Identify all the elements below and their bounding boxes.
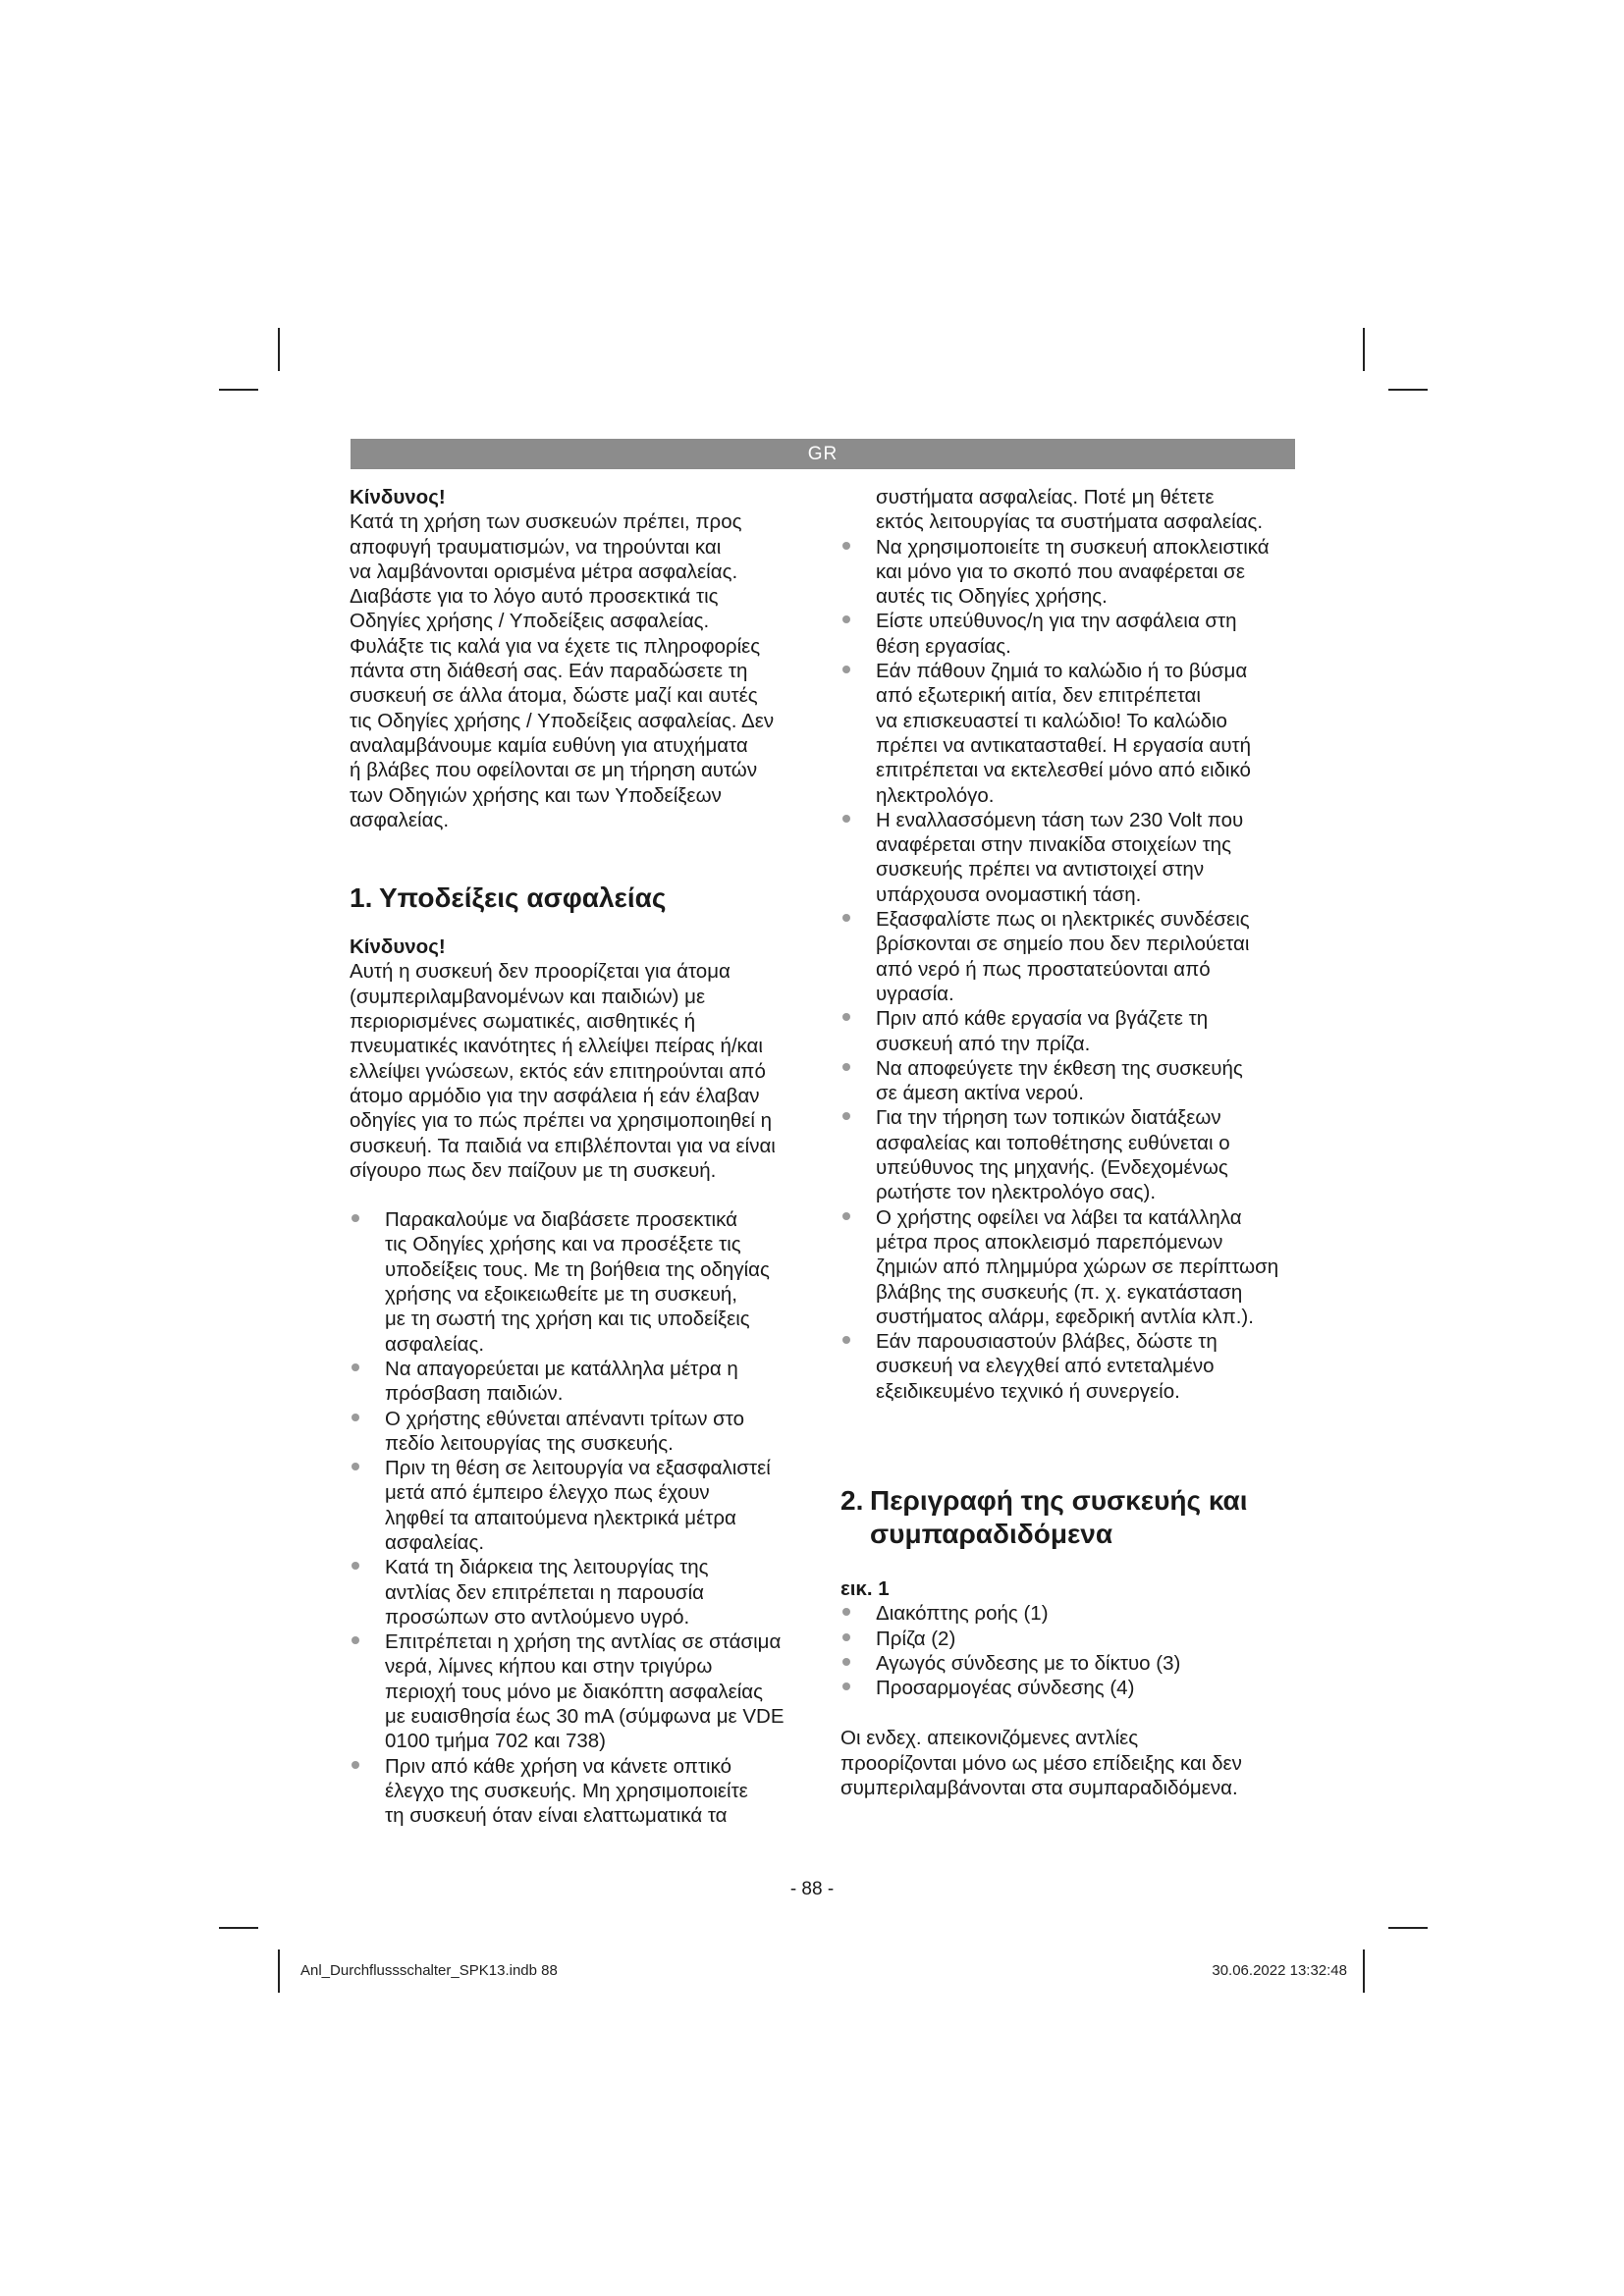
intro-line: ασφαλείας. bbox=[350, 808, 450, 831]
intro-line: Φυλάξτε τις καλά για να έχετε τις πληροφορίες bbox=[350, 634, 761, 658]
list-item-line: τις Οδηγίες χρήσης και να προσέξετε τις bbox=[385, 1233, 741, 1256]
list-item-line: περιοχή τους μόνο με διακόπτη ασφαλείας bbox=[385, 1680, 763, 1703]
list-item bbox=[350, 1207, 811, 1357]
list-item-line: Αγωγός σύνδεσης με το δίκτυο (3) bbox=[876, 1651, 1181, 1675]
list-item-line: επιτρέπεται να εκτελεσθεί μόνο από ειδικό bbox=[876, 759, 1251, 782]
list-item-line: προσώπων στο αντλούμενο υγρό. bbox=[385, 1605, 690, 1629]
print-timestamp: 30.06.2022 13:32:48 bbox=[1212, 1962, 1347, 1979]
section-2-title-line-1: Περιγραφή της συσκευής και bbox=[870, 1484, 1248, 1516]
list-item bbox=[350, 1629, 811, 1753]
bullet-dot-icon bbox=[352, 1761, 359, 1769]
bullet-dot-icon bbox=[842, 1013, 850, 1021]
list-item-line: και μόνο για το σκοπό που αναφέρεται σε bbox=[876, 560, 1245, 583]
list-item-line: σε άμεση ακτίνα νερού. bbox=[876, 1082, 1084, 1105]
list-item-line: Η εναλλασσόμενη τάση των 230 Volt που bbox=[876, 808, 1244, 831]
danger-line: Αυτή η συσκευή δεν προορίζεται για άτομα bbox=[350, 960, 731, 984]
intro-line: τις Οδηγίες χρήσης / Υποδείξεις ασφαλείας. Δεν bbox=[350, 709, 775, 732]
intro-line: Διαβάστε για το λόγο αυτό προσεκτικά τις bbox=[350, 585, 719, 609]
bullet-dot-icon bbox=[842, 1063, 850, 1071]
intro-paragraph bbox=[350, 509, 811, 832]
bullet-dot-icon bbox=[842, 1608, 850, 1616]
list-item-line: ασφαλείας. bbox=[385, 1332, 485, 1356]
danger-line: σίγουρο πως δεν παίζουν με τη συσκευή. bbox=[350, 1158, 717, 1182]
list-item bbox=[350, 1407, 811, 1457]
bullet-dot-icon bbox=[842, 1658, 850, 1666]
bullet-dot-icon bbox=[842, 1112, 850, 1120]
list-item-line: υπεύθυνος της μηχανής. (Ενδεχομένως bbox=[876, 1156, 1228, 1180]
list-item-line: συσκευή να ελεγχθεί από εντεταλμένο bbox=[876, 1355, 1215, 1378]
danger-line: οδηγίες για το πώς πρέπει να χρησιμοποιηθεί η bbox=[350, 1109, 773, 1133]
list-item bbox=[840, 609, 1294, 659]
list-item-line: βλάβης της συσκευής (π. χ. εγκατάσταση bbox=[876, 1280, 1243, 1304]
list-item-line: Κατά τη διάρκεια της λειτουργίας της bbox=[385, 1556, 709, 1579]
list-item-line: μέτρα προς αποκλεισμό παρεπόμενων bbox=[876, 1230, 1223, 1254]
list-item-line: ασφαλείας. bbox=[385, 1530, 485, 1554]
list-item-line: εξειδικευμένο τεχνικό ή συνεργείο. bbox=[876, 1379, 1180, 1403]
list-item bbox=[840, 1676, 1294, 1700]
intro-line: αποφυγή τραυματισμών, να τηρούνται και bbox=[350, 535, 722, 559]
intro-line: αναλαμβάνουμε καμία ευθύνη για ατυχήματα bbox=[350, 733, 748, 757]
crop-mark-bottom-right bbox=[1363, 1949, 1365, 1993]
bullet-dot-icon bbox=[842, 1212, 850, 1220]
figure-label: εικ. 1 bbox=[840, 1576, 890, 1600]
intro-heading: Κίνδυνος! bbox=[350, 486, 446, 508]
list-item-line: Για την τήρηση των τοπικών διατάξεων bbox=[876, 1106, 1221, 1130]
list-item bbox=[350, 1456, 811, 1555]
section-2-number: 2. bbox=[840, 1484, 864, 1516]
list-item-line: θέση εργασίας. bbox=[876, 634, 1011, 658]
right-bullet-list bbox=[840, 535, 1294, 1404]
list-item-line: Ο χρήστης οφείλει να λάβει τα κατάλληλα bbox=[876, 1205, 1242, 1229]
list-item-line: συσκευής πρέπει να αντιστοιχεί στην bbox=[876, 858, 1205, 881]
crop-mark-top-right bbox=[1363, 328, 1365, 371]
safety-bullet-list bbox=[350, 1207, 811, 1828]
list-item-line: με τη σωστή της χρήση και τις υποδείξεις bbox=[385, 1308, 750, 1331]
intro-line: να λαμβάνονται ορισμένα μέτρα ασφαλείας. bbox=[350, 560, 738, 583]
list-item-line: Να χρησιμοποιείτε τη συσκευή αποκλειστικά bbox=[876, 535, 1270, 559]
file-name: Anl_Durchflussschalter_SPK13.indb 88 bbox=[300, 1962, 558, 1979]
list-item-line: Πριν από κάθε εργασία να βγάζετε τη bbox=[876, 1007, 1209, 1031]
crop-mark-top-right-h bbox=[1388, 389, 1428, 391]
bullet-dot-icon bbox=[842, 615, 850, 623]
section-1-number: 1. bbox=[350, 882, 373, 914]
list-item-line: αυτές τις Οδηγίες χρήσης. bbox=[876, 585, 1108, 609]
bullet-dot-icon bbox=[352, 1414, 359, 1421]
list-item-line: από εξωτερική αιτία, δεν επιτρέπεται bbox=[876, 684, 1201, 708]
bullet-dot-icon bbox=[842, 1682, 850, 1690]
list-item-line: ζημιών από πλημμύρα χώρων σε περίπτωση bbox=[876, 1255, 1279, 1279]
bullet-dot-icon bbox=[842, 914, 850, 922]
list-item-line: ληφθεί τα απαιτούμενα ηλεκτρικά μέτρα bbox=[385, 1506, 736, 1529]
crop-mark-bottom-left-h bbox=[219, 1927, 258, 1929]
list-item-line: ρωτήστε τον ηλεκτρολόγο σας). bbox=[876, 1181, 1157, 1204]
danger-line: περιορισμένες σωματικές, αισθητικές ή bbox=[350, 1010, 696, 1034]
continued-line: εκτός λειτουργίας τα συστήματα ασφαλείας. bbox=[876, 510, 1264, 534]
list-item bbox=[350, 1754, 811, 1829]
closing-line: Οι ενδεχ. απεικονιζόμενες αντλίες bbox=[840, 1727, 1139, 1750]
danger-line: πνευματικές ικανότητες ή ελλείψει πείρας ή/και bbox=[350, 1035, 763, 1058]
list-item bbox=[840, 907, 1294, 1006]
list-item-line: με ευαισθησία έως 30 mA (σύμφωνα με VDE bbox=[385, 1705, 785, 1729]
continued-line: συστήματα ασφαλείας. Ποτέ μη θέτετε bbox=[876, 486, 1215, 508]
list-item-line: ηλεκτρολόγο. bbox=[876, 783, 995, 807]
bullet-dot-icon bbox=[352, 1463, 359, 1470]
list-item-line: από νερό ή πως προστατεύονται από bbox=[876, 957, 1211, 981]
list-item-line: μετά από έμπειρο έλεγχο πως έχουν bbox=[385, 1481, 710, 1505]
figure-item-list bbox=[840, 1601, 1294, 1700]
list-item bbox=[840, 1006, 1294, 1056]
list-item-line: υπάρχουσα ονομαστική τάση. bbox=[876, 882, 1142, 906]
section-1-heading bbox=[350, 881, 811, 915]
list-item-line: Παρακαλούμε να διαβάσετε προσεκτικά bbox=[385, 1208, 737, 1232]
danger-line: (συμπεριλαμβανομένων και παιδιών) με bbox=[350, 985, 706, 1008]
list-item bbox=[840, 1651, 1294, 1676]
list-item bbox=[840, 1205, 1294, 1329]
list-item bbox=[840, 808, 1294, 907]
language-bar: GR bbox=[351, 439, 1295, 469]
crop-mark-bottom-left bbox=[278, 1949, 280, 1993]
left-column bbox=[350, 485, 811, 1829]
crop-mark-top-left bbox=[278, 328, 280, 371]
list-item-line: Διακόπτης ροής (1) bbox=[876, 1602, 1049, 1626]
list-item-line: αντλίας δεν επιτρέπεται η παρουσία bbox=[385, 1580, 704, 1604]
list-item bbox=[840, 535, 1294, 610]
closing-paragraph bbox=[840, 1726, 1294, 1800]
closing-line: προορίζονται μόνο ως μέσο επίδειξης και δεν bbox=[840, 1751, 1242, 1775]
list-item-line: τη συσκευή όταν είναι ελαττωματικά τα bbox=[385, 1804, 728, 1828]
list-item-line: συσκευή από την πρίζα. bbox=[876, 1032, 1091, 1055]
list-item-line: πεδίο λειτουργίας της συσκευής. bbox=[385, 1431, 674, 1455]
list-item-line: να επισκευαστεί τι καλώδιο! Το καλώδιο bbox=[876, 709, 1227, 732]
list-item bbox=[840, 1056, 1294, 1106]
list-item-line: Εάν παρουσιαστούν βλάβες, δώστε τη bbox=[876, 1330, 1218, 1354]
list-item-line: συστήματος αλάρμ, εφεδρική αντλία κλπ.). bbox=[876, 1305, 1254, 1328]
list-item-line: βρίσκονται σε σημείο που δεν περιλούεται bbox=[876, 933, 1250, 956]
list-item-line: 0100 τμήμα 702 και 738) bbox=[385, 1730, 606, 1753]
danger-line: συσκευή. Τα παιδιά να επιβλέπονται για να είναι bbox=[350, 1134, 776, 1157]
bullet-dot-icon bbox=[352, 1363, 359, 1371]
continued-text bbox=[840, 485, 1294, 535]
intro-line: Οδηγίες χρήσης / Υποδείξεις ασφαλείας. bbox=[350, 610, 710, 633]
section-1-title: Υποδείξεις ασφαλείας bbox=[379, 882, 667, 914]
list-item-line: πρέπει να αντικατασταθεί. Η εργασία αυτή bbox=[876, 733, 1252, 757]
list-item-line: Να αποφεύγετε την έκθεση της συσκευής bbox=[876, 1056, 1243, 1080]
section-2-heading bbox=[840, 1484, 1294, 1551]
list-item-line: Πριν τη θέση σε λειτουργία να εξασφαλιστεί bbox=[385, 1457, 771, 1480]
bullet-dot-icon bbox=[352, 1562, 359, 1570]
crop-mark-bottom-right-h bbox=[1388, 1927, 1428, 1929]
list-item-line: χρήσης να εξοικειωθείτε με τη συσκευή, bbox=[385, 1283, 738, 1307]
danger-paragraph bbox=[350, 959, 811, 1183]
list-item-line: ασφαλείας και τοποθέτησης ευθύνεται ο bbox=[876, 1131, 1230, 1154]
danger-line: ελλείψει γνώσεων, εκτός εάν επιτηρούνται από bbox=[350, 1059, 766, 1083]
bullet-dot-icon bbox=[352, 1636, 359, 1644]
list-item-line: έλεγχο της συσκευής. Μη χρησιμοποιείτε bbox=[385, 1779, 748, 1802]
list-item-line: Πρίζα (2) bbox=[876, 1627, 956, 1650]
section-2-title-line-2: συμπαραδιδόμενα bbox=[870, 1518, 1113, 1549]
bullet-dot-icon bbox=[842, 1633, 850, 1641]
intro-line: πάντα στη διάθεσή σας. Εάν παραδώσετε τη bbox=[350, 660, 748, 683]
list-item-line: αναφέρεται στην πινακίδα στοιχείων της bbox=[876, 833, 1231, 857]
bullet-dot-icon bbox=[842, 1336, 850, 1344]
list-item bbox=[840, 1627, 1294, 1651]
list-item bbox=[350, 1555, 811, 1629]
list-item-line: Εάν πάθουν ζημιά το καλώδιο ή το βύσμα bbox=[876, 660, 1248, 683]
list-item bbox=[840, 659, 1294, 808]
intro-line: συσκευή σε άλλα άτομα, δώστε μαζί και αυτές bbox=[350, 684, 758, 708]
list-item bbox=[840, 1601, 1294, 1626]
danger-line: άτομο αρμόδιο για την ασφάλεια ή εάν έλαβαν bbox=[350, 1084, 760, 1107]
list-item bbox=[840, 1105, 1294, 1204]
list-item bbox=[840, 1329, 1294, 1404]
bullet-dot-icon bbox=[352, 1214, 359, 1222]
crop-mark-top-left-h bbox=[219, 389, 258, 391]
list-item-line: πρόσβαση παιδιών. bbox=[385, 1382, 564, 1406]
list-item-line: Πριν από κάθε χρήση να κάνετε οπτικό bbox=[385, 1754, 731, 1778]
intro-line: Κατά τη χρήση των συσκευών πρέπει, προς bbox=[350, 510, 742, 534]
list-item-line: υγρασία. bbox=[876, 982, 954, 1005]
bullet-dot-icon bbox=[842, 815, 850, 823]
page-number: - 88 - bbox=[789, 1879, 835, 1899]
list-item-line: νερά, λίμνες κήπου και στην τριγύρω bbox=[385, 1655, 713, 1679]
bullet-dot-icon bbox=[842, 542, 850, 550]
bullet-dot-icon bbox=[842, 666, 850, 673]
list-item-line: Προσαρμογέας σύνδεσης (4) bbox=[876, 1677, 1135, 1700]
list-item-line: υποδείξεις τους. Με τη βοήθεια της οδηγίας bbox=[385, 1257, 770, 1281]
intro-line: ή βλάβες που οφείλονται σε μη τήρηση αυτών bbox=[350, 759, 758, 782]
right-column bbox=[840, 485, 1294, 1800]
intro-line: των Οδηγιών χρήσης και των Υποδείξεων bbox=[350, 783, 722, 807]
list-item-line: Επιτρέπεται η χρήση της αντλίας σε στάσιμα bbox=[385, 1630, 782, 1654]
closing-line: συμπεριλαμβάνονται στα συμπαραδιδόμενα. bbox=[840, 1777, 1238, 1800]
list-item-line: Ο χρήστης εθύνεται απέναντι τρίτων στο bbox=[385, 1407, 745, 1430]
list-item-line: Είστε υπεύθυνος/η για την ασφάλεια στη bbox=[876, 610, 1237, 633]
list-item bbox=[350, 1357, 811, 1407]
danger-heading: Κίνδυνος! bbox=[350, 935, 446, 959]
list-item-line: Να απαγορεύεται με κατάλληλα μέτρα η bbox=[385, 1357, 738, 1380]
list-item-line: Εξασφαλίστε πως οι ηλεκτρικές συνδέσεις bbox=[876, 908, 1250, 932]
